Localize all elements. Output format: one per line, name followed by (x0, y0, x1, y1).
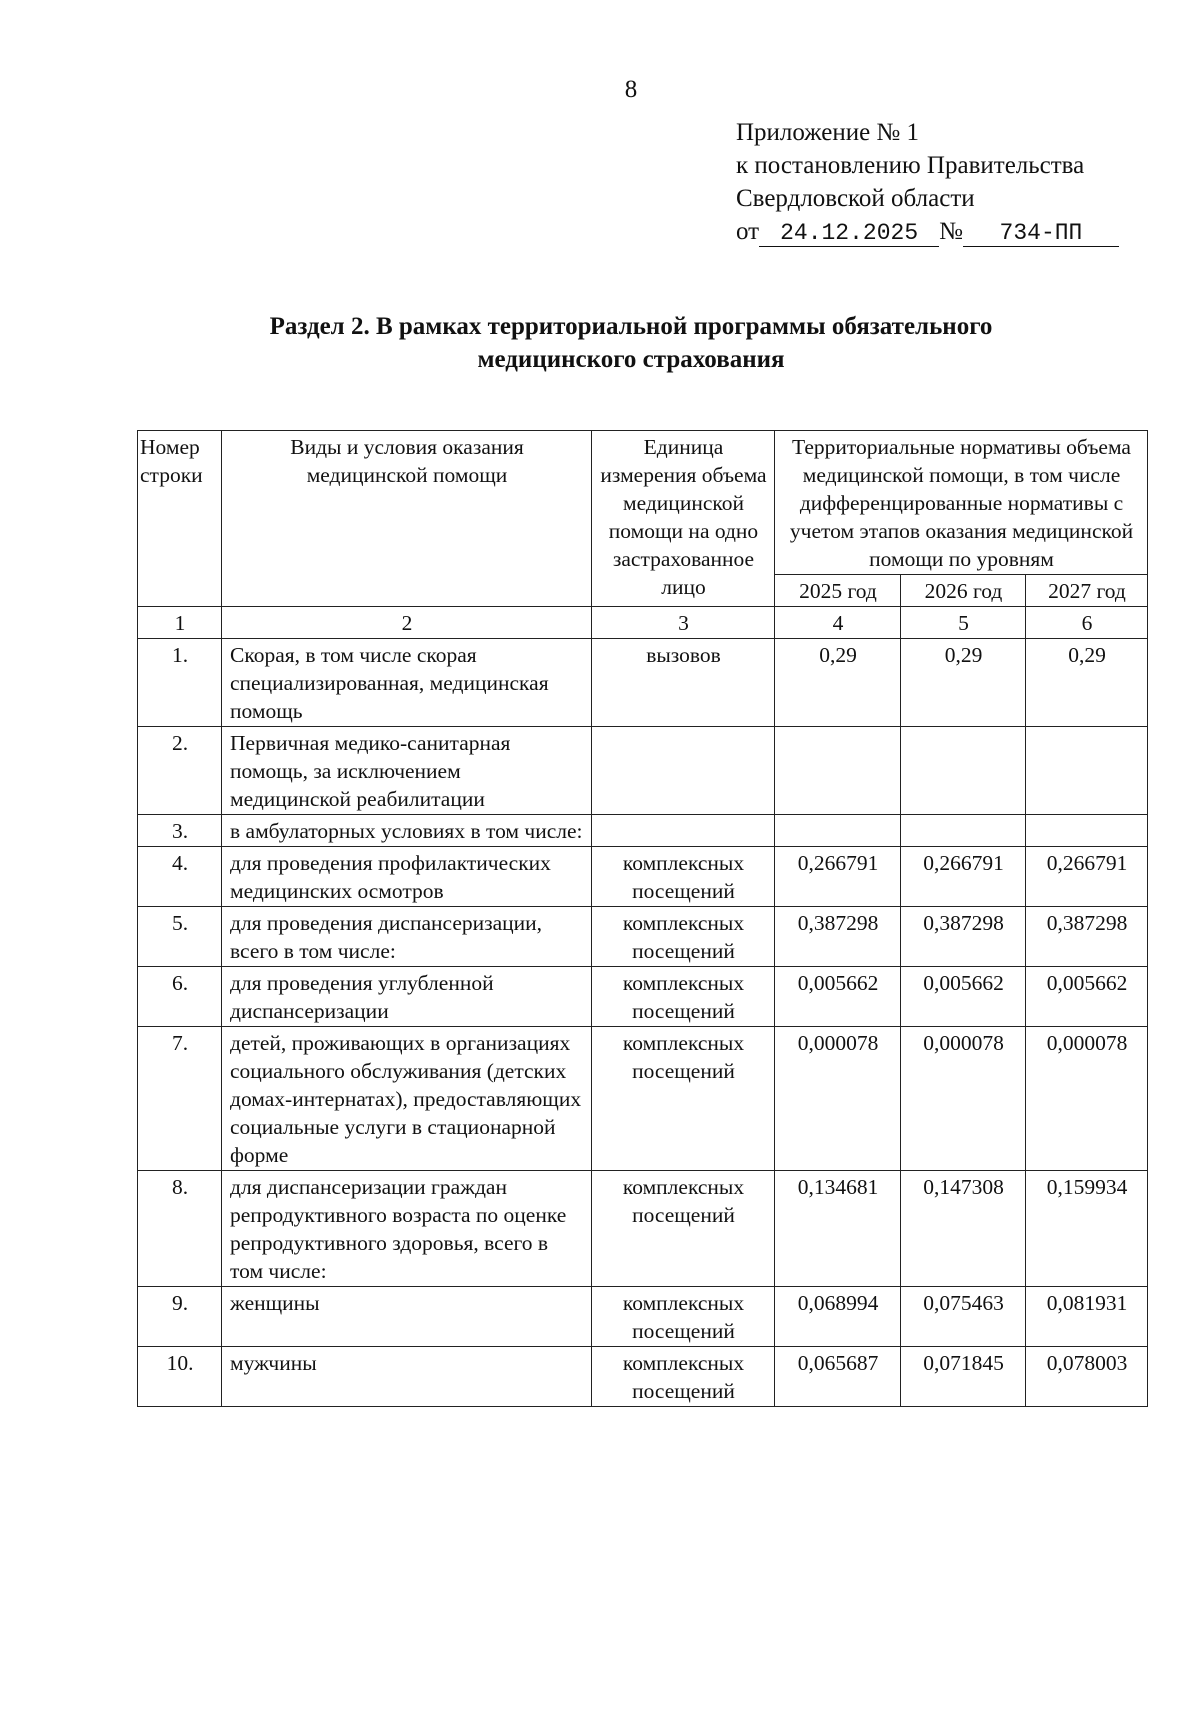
row-value-2027: 0,387298 (1026, 907, 1148, 967)
row-name-cell: в амбулаторных условиях в том числе: (222, 815, 592, 847)
column-index: 1 (138, 607, 222, 639)
row-value-2027: 0,081931 (1026, 1287, 1148, 1347)
row-value-2025 (775, 727, 901, 815)
section-title (0, 310, 1200, 376)
header-year-2027: 2027 год (1026, 575, 1148, 607)
column-index: 3 (592, 607, 775, 639)
header-year-2026: 2026 год (901, 575, 1026, 607)
row-value-2026 (901, 815, 1026, 847)
row-number-cell: 2. (138, 727, 222, 815)
section-title-line-1: Раздел 2. В рамках территориальной программы обязательного (269, 313, 993, 340)
header-norms: Территориальные нормативы объема медицинской помощи, в том числе дифференцированные нормативы с учетом этапов оказания медицинской помощи по уровням (775, 431, 1148, 575)
table-row (138, 907, 1148, 967)
table-row (138, 727, 1148, 815)
resolution-number: 734-ПП (963, 220, 1119, 247)
row-value-2026: 0,29 (901, 639, 1026, 727)
row-number-cell: 3. (138, 815, 222, 847)
row-value-2026: 0,071845 (901, 1347, 1026, 1407)
column-index: 6 (1026, 607, 1148, 639)
row-name-cell: для диспансеризации граждан репродуктивного возраста по оценке репродуктивного здоровья, всего в том числе: (222, 1171, 592, 1287)
row-value-2026: 0,000078 (901, 1027, 1026, 1171)
header-unit: Единица измерения объема медицинской помощи на одно застрахованное лицо (592, 431, 775, 607)
row-value-2026: 0,387298 (901, 907, 1026, 967)
row-value-2027: 0,078003 (1026, 1347, 1148, 1407)
row-number-cell: 10. (138, 1347, 222, 1407)
row-number-cell: 6. (138, 967, 222, 1027)
row-unit-cell: вызовов (592, 639, 775, 727)
row-value-2025: 0,065687 (775, 1347, 901, 1407)
row-value-2025: 0,134681 (775, 1171, 901, 1287)
resolution-date: 24.12.2025 (759, 220, 939, 247)
column-index: 2 (222, 607, 592, 639)
row-value-2026: 0,075463 (901, 1287, 1026, 1347)
row-unit-cell (592, 815, 775, 847)
row-value-2026: 0,005662 (901, 967, 1026, 1027)
row-value-2027 (1026, 727, 1148, 815)
row-name-cell: для проведения углубленной диспансеризации (222, 967, 592, 1027)
appendix-line-1: Приложение № 1 (736, 119, 920, 146)
table-row (138, 1347, 1148, 1407)
appendix-line-2: к постановлению Правительства (736, 152, 1085, 179)
row-value-2025: 0,005662 (775, 967, 901, 1027)
header-year-2025: 2025 год (775, 575, 901, 607)
row-unit-cell (592, 727, 775, 815)
row-value-2025: 0,29 (775, 639, 901, 727)
row-number-cell: 9. (138, 1287, 222, 1347)
row-value-2026 (901, 727, 1026, 815)
row-value-2027: 0,005662 (1026, 967, 1148, 1027)
row-number-cell: 7. (138, 1027, 222, 1171)
column-index-row (138, 607, 1148, 639)
table-row (138, 847, 1148, 907)
row-value-2027: 0,000078 (1026, 1027, 1148, 1171)
row-value-2025: 0,266791 (775, 847, 901, 907)
row-value-2027: 0,266791 (1026, 847, 1148, 907)
row-name-cell: Первичная медико-санитарная помощь, за исключением медицинской реабилитации (222, 727, 592, 815)
column-index: 4 (775, 607, 901, 639)
table-row (138, 1287, 1148, 1347)
row-value-2025: 0,000078 (775, 1027, 901, 1171)
row-value-2025 (775, 815, 901, 847)
row-number-cell: 1. (138, 639, 222, 727)
row-unit-cell: комплексных посещений (592, 1347, 775, 1407)
page-number: 8 (624, 76, 638, 103)
row-name-cell: детей, проживающих в организациях социального обслуживания (детских домах-интернатах), предоставляющих социальные услуги в стационарной форме (222, 1027, 592, 1171)
table-row (138, 967, 1148, 1027)
table-row (138, 1027, 1148, 1171)
row-value-2025: 0,068994 (775, 1287, 901, 1347)
column-index: 5 (901, 607, 1026, 639)
appendix-line-3: Свердловской области (736, 185, 975, 212)
appendix-dateline (736, 215, 1119, 248)
row-name-cell: Скорая, в том числе скорая специализированная, медицинская помощь (222, 639, 592, 727)
section-title-line-2: медицинского страхования (477, 346, 785, 373)
header-row-number: Номер строки (138, 431, 222, 607)
row-value-2026: 0,266791 (901, 847, 1026, 907)
appendix-header (736, 116, 1119, 248)
row-number-cell: 4. (138, 847, 222, 907)
row-unit-cell: комплексных посещений (592, 1171, 775, 1287)
row-unit-cell: комплексных посещений (592, 847, 775, 907)
row-value-2027: 0,29 (1026, 639, 1148, 727)
row-unit-cell: комплексных посещений (592, 1027, 775, 1171)
row-value-2027: 0,159934 (1026, 1171, 1148, 1287)
from-label: от (736, 218, 760, 245)
table-row (138, 1171, 1148, 1287)
row-name-cell: для проведения профилактических медицинских осмотров (222, 847, 592, 907)
row-name-cell: женщины (222, 1287, 592, 1347)
row-value-2026: 0,147308 (901, 1171, 1026, 1287)
row-unit-cell: комплексных посещений (592, 967, 775, 1027)
row-unit-cell: комплексных посещений (592, 907, 775, 967)
header-row (138, 431, 1148, 575)
norms-table (137, 430, 1148, 1407)
number-sign: № (939, 218, 963, 245)
row-value-2027 (1026, 815, 1148, 847)
row-unit-cell: комплексных посещений (592, 1287, 775, 1347)
row-number-cell: 8. (138, 1171, 222, 1287)
header-types: Виды и условия оказания медицинской помощи (222, 431, 592, 607)
table-row (138, 639, 1148, 727)
row-name-cell: мужчины (222, 1347, 592, 1407)
row-value-2025: 0,387298 (775, 907, 901, 967)
table-row (138, 815, 1148, 847)
table-body (138, 607, 1148, 1407)
row-name-cell: для проведения диспансеризации, всего в том числе: (222, 907, 592, 967)
row-number-cell: 5. (138, 907, 222, 967)
